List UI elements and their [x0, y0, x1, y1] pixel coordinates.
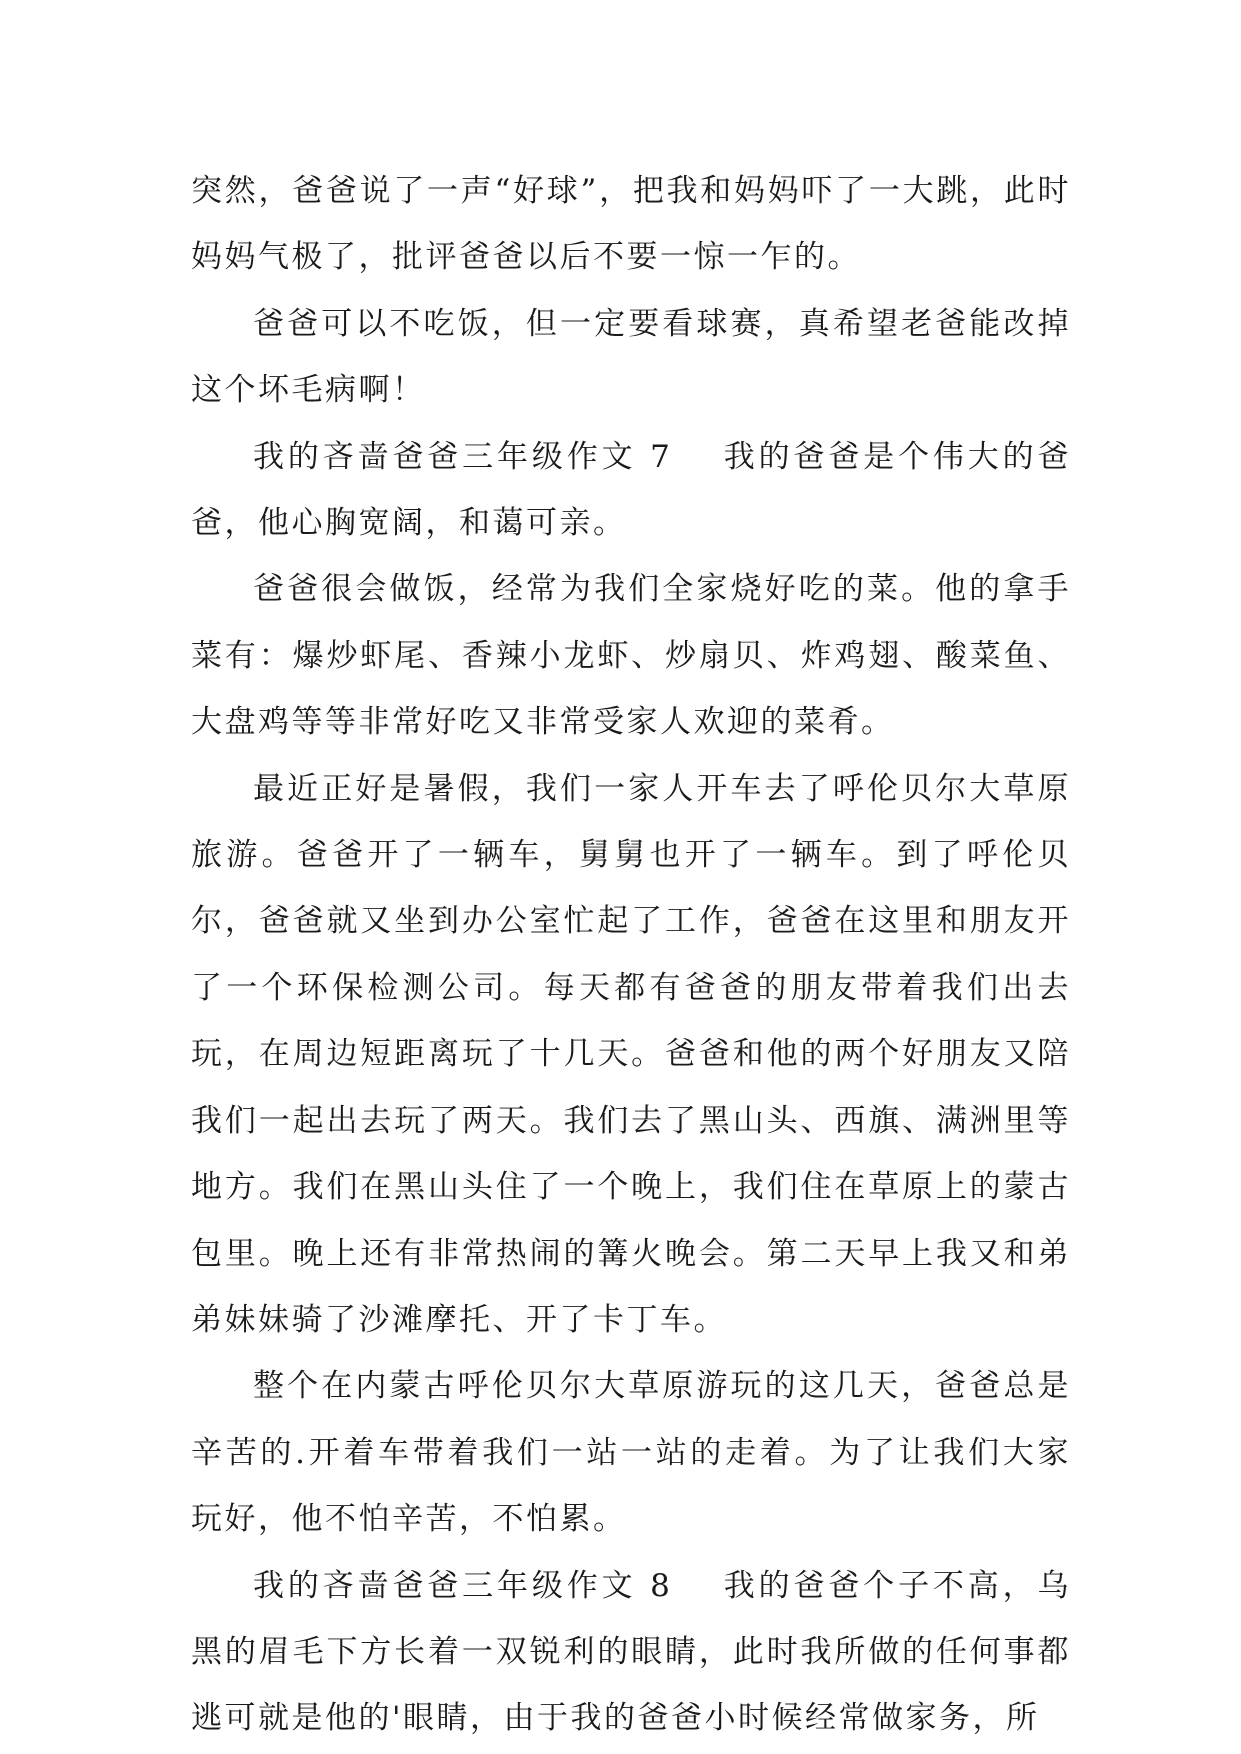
paragraph-3: [191, 424, 1071, 557]
document-body: [191, 158, 1071, 1752]
paragraph-text: 整个在内蒙古呼伦贝尔大草原游玩的这几天，爸爸总是辛苦的.开着车带着我们一站一站的走着。为了让我们大家玩好，他不怕辛苦，不怕累。: [191, 1368, 1071, 1538]
paragraph-4: [191, 556, 1071, 755]
paragraph-7: [191, 1553, 1071, 1752]
paragraph-text: 最近正好是暑假，我们一家人开车去了呼伦贝尔大草原旅游。爸爸开了一辆车，舅舅也开了一辆车。到了呼伦贝尔，爸爸就又坐到办公室忙起了工作，爸爸在这里和朋友开了一个环保检测公司。每天都有爸爸的朋友带着我们出去玩，在周边短距离玩了十几天。爸爸和他的两个好朋友又陪我们一起出去玩了两天。我们去了黑山头、西旗、满洲里等地方。我们在黑山头住了一个晚上，我们住在草原上的蒙古包里。晚上还有非常热闹的篝火晚会。第二天早上我又和弟弟妹妹骑了沙滩摩托、开了卡丁车。: [191, 770, 1071, 1338]
paragraph-text: 我的爸爸是个伟大的爸爸，他心胸宽阔，和蔼可亲。: [191, 438, 1072, 542]
paragraph-text: 爸爸很会做饭，经常为我们全家烧好吃的菜。他的拿手菜有：爆炒虾尾、香辣小龙虾、炒扇贝、炸鸡翅、酸菜鱼、大盘鸡等等非常好吃又非常受家人欢迎的菜肴。: [191, 571, 1071, 741]
essay-heading: 我的吝啬爸爸三年级作文 7: [253, 438, 673, 475]
paragraph-5: [191, 756, 1071, 1354]
paragraph-2: [191, 291, 1071, 424]
paragraph-1: [191, 158, 1071, 291]
paragraph-text: 突然，爸爸说了一声“好球”，把我和妈妈吓了一大跳，此时妈妈气极了，批评爸爸以后不要一惊一乍的。: [191, 173, 1071, 276]
paragraph-text: 我的爸爸个子不高，乌黑的眉毛下方长着一双锐利的眼睛，此时我所做的任何事都逃可就是他的'眼睛，由于我的爸爸小时候经常做家务，所: [191, 1567, 1072, 1737]
essay-heading: 我的吝啬爸爸三年级作文 8: [253, 1567, 673, 1604]
paragraph-text: 爸爸可以不吃饭，但一定要看球赛，真希望老爸能改掉这个坏毛病啊！: [191, 305, 1071, 409]
paragraph-6: [191, 1353, 1071, 1552]
